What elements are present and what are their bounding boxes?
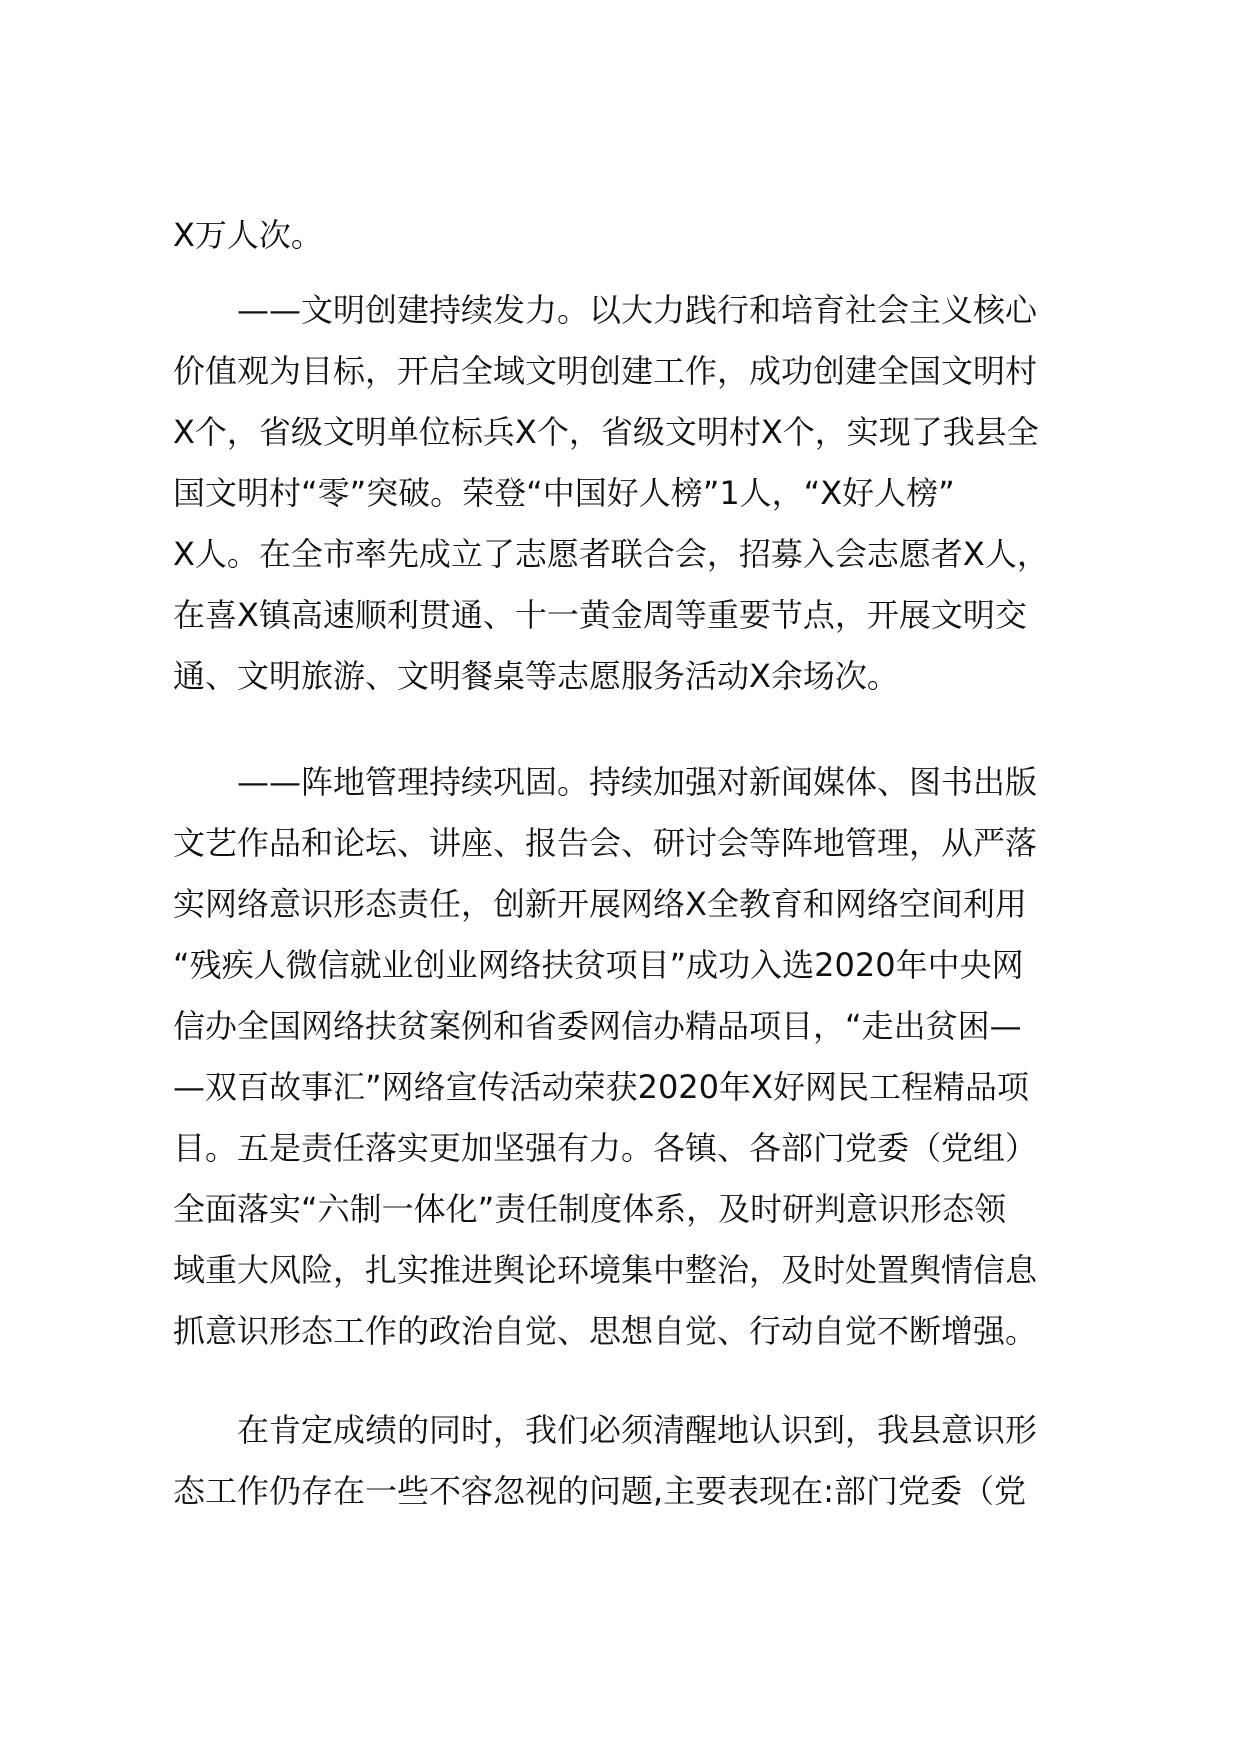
text-line: 目。五是责任落实更加坚强有力。各镇、各部门党委（党组） [173, 1129, 1038, 1167]
text-line: “残疾人微信就业创业网络扶贫项目”成功入选2020年中央网 [173, 946, 1024, 984]
text-line: 域重大风险，扎实推进舆论环境集中整治，及时处置舆情信息 [173, 1251, 1038, 1289]
text-line: 抓意识形态工作的政治自觉、思想自觉、行动自觉不断增强。 [173, 1312, 1038, 1350]
text-line: X人。在全市率先成立了志愿者联合会，招募入会志愿者X人， [173, 535, 1049, 573]
paragraph-civilization [173, 280, 1090, 707]
text-line: 信办全国网络扶贫案例和省委网信办精品项目，“走出贫困— [173, 1007, 1022, 1045]
text-line: X万人次。 [173, 216, 323, 254]
paragraph-intro-tail [173, 205, 1090, 266]
text-line: ——文明创建持续发力。以大力践行和培育社会主义核心 [173, 291, 1038, 329]
text-line: 价值观为目标，开启全域文明创建工作，成功创建全国文明村 [173, 352, 1038, 390]
text-line: —双百故事汇”网络宣传活动荣获2020年X好网民工程精品项 [173, 1068, 1029, 1106]
text-line: 态工作仍存在一些不容忽视的问题,主要表现在:部门党委（党 [173, 1472, 1026, 1510]
text-line: 在肯定成绩的同时，我们必须清醒地认识到，我县意识形 [173, 1411, 1038, 1449]
paragraph-position-management [173, 752, 1090, 1362]
paragraph-problems [173, 1400, 1090, 1522]
text-line: ——阵地管理持续巩固。持续加强对新闻媒体、图书出版 [173, 763, 1038, 801]
text-line: 文艺作品和论坛、讲座、报告会、研讨会等阵地管理，从严落 [173, 824, 1038, 862]
text-line: 全面落实“六制一体化”责任制度体系，及时研判意识形态领 [173, 1190, 1007, 1228]
text-line: 通、文明旅游、文明餐桌等志愿服务活动X余场次。 [173, 657, 899, 695]
text-line: 国文明村“零”突破。荣登“中国好人榜”1人，“X好人榜” [173, 474, 955, 512]
text-line: X个，省级文明单位标兵X个，省级文明村X个，实现了我县全 [173, 413, 1039, 451]
text-line: 在喜X镇高速顺利贯通、十一黄金周等重要节点，开展文明交 [173, 596, 1027, 634]
text-line: 实网络意识形态责任，创新开展网络X全教育和网络空间利用 [173, 885, 1027, 923]
